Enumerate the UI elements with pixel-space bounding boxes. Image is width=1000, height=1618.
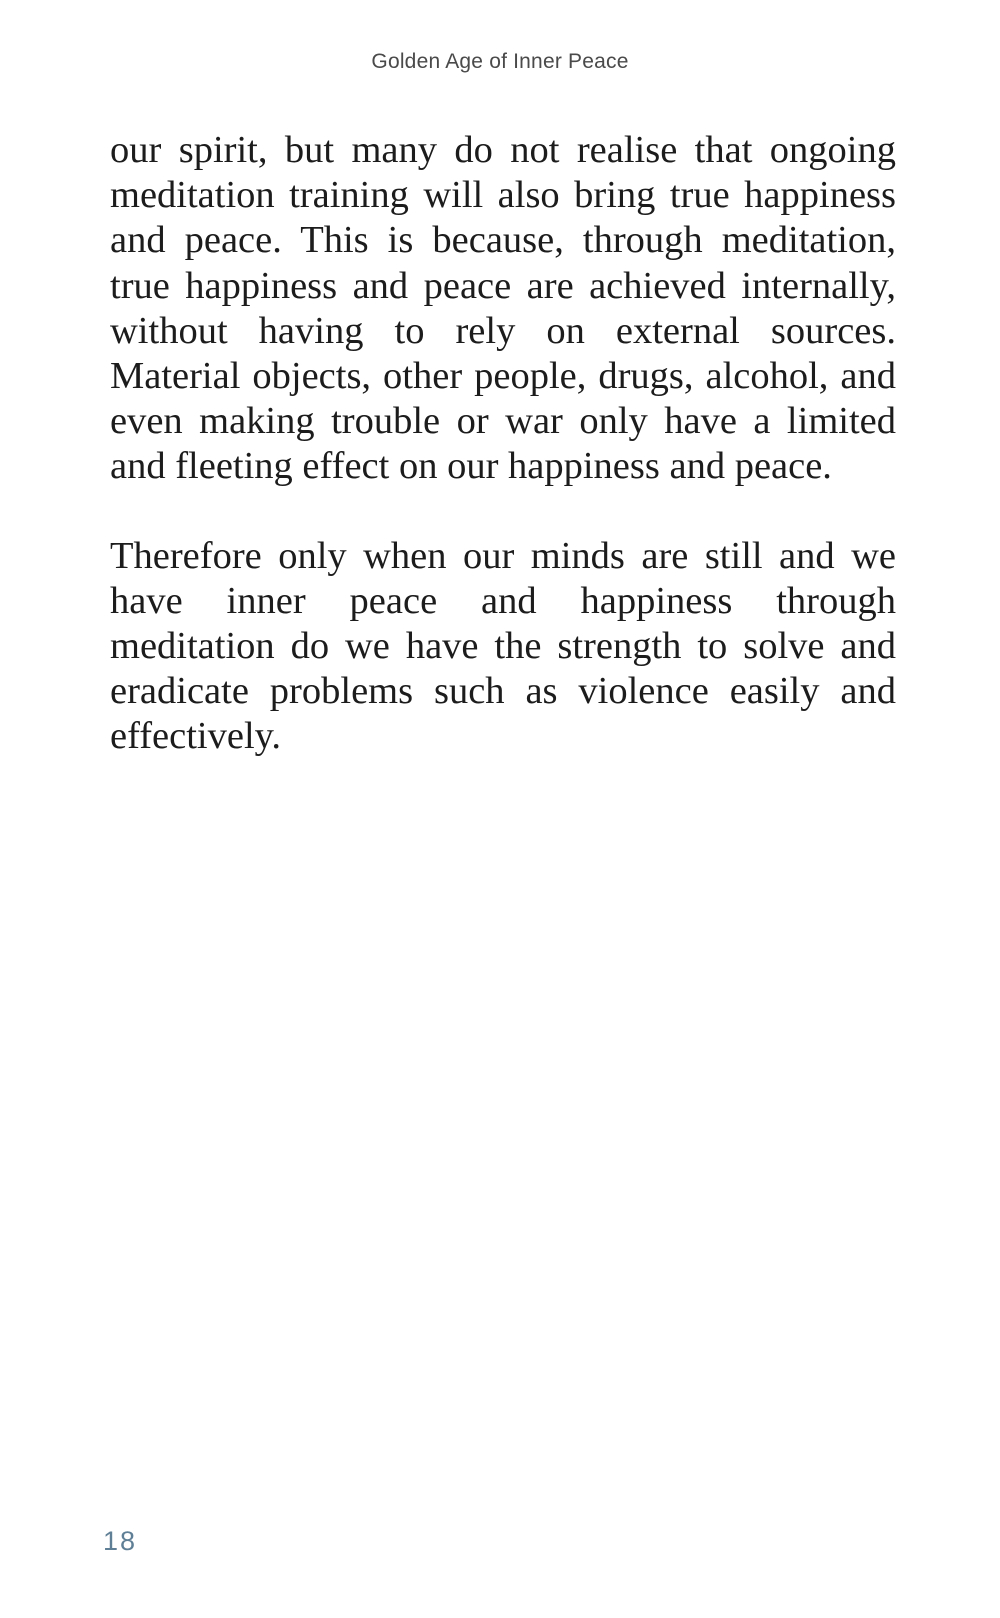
paragraph-2: Therefore only when our minds are still and we have inner peace and happiness through meditation do we have the strength to solve and eradicate problems such as violence easily and effectively. xyxy=(110,534,896,758)
paragraph-1: our spirit, but many do not realise that ongoing meditation training will also bring true happiness and peace. This is because, through meditation, true happiness and peace are achieved internally, without having to rely on external sources. Material objects, other people, drugs, alcohol, and even making trouble or war only have a limited and fleeting effect on our happiness and peace. xyxy=(110,129,896,488)
running-header-title: Golden Age of Inner Peace xyxy=(371,50,629,73)
body-text xyxy=(110,128,896,760)
page-number: 18 xyxy=(103,1526,138,1556)
